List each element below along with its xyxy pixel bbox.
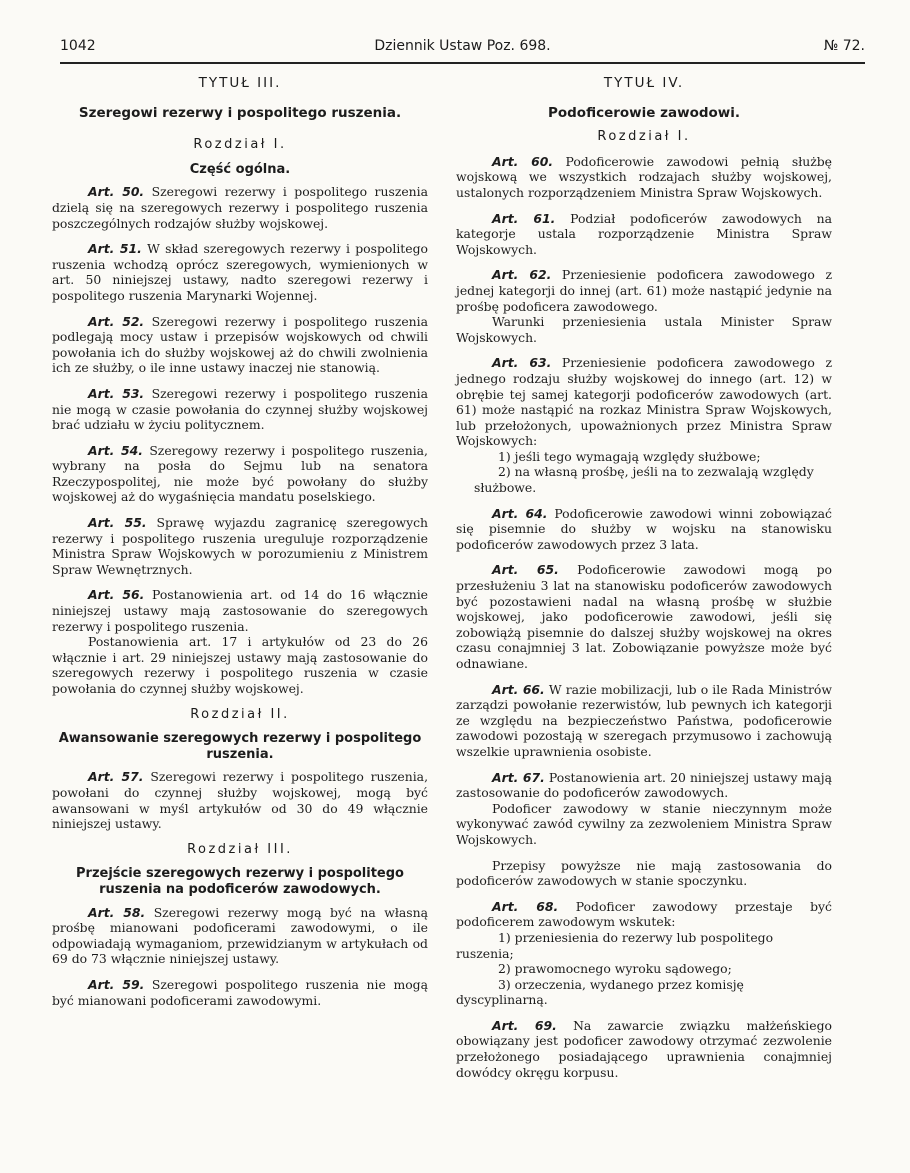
article-label: Art. 60.: [492, 153, 554, 169]
article: [456, 562, 832, 671]
chapter-title: Awansowanie szeregowych rezerwy i pospolitego ruszenia.: [58, 731, 422, 762]
article-label: Art. 61.: [492, 210, 556, 226]
article-paragraph: Przepisy powyższe nie mają zastosowania do podoficerów zawodowych w stanie spoczynku.: [456, 857, 832, 889]
title-heading: TYTUŁ III.: [198, 75, 282, 91]
left-column: [52, 76, 428, 1018]
article-label: Art. 50.: [88, 184, 145, 200]
article-label: Art. 53.: [88, 385, 145, 401]
article-text: Szeregowi rezerwy i pospolitego ruszenia, powołani do czynnej służby wojskowej, mogą być awansowani w myśl artykułów od 30 do 49 włącznie niniejszej ustawy.: [52, 769, 429, 832]
article-text: Szeregowi rezerwy mogą być na własną prośbę mianowani podoficerami zawodowymi, o ile odpowiadają wymaganiom, przewidzianym w artykułach od 69 do 73 włącznie niniejszej ustawy.: [52, 904, 428, 967]
article-label: Art. 64.: [492, 505, 548, 521]
chapter-heading: Rozdział I.: [597, 129, 691, 145]
article: [52, 587, 428, 634]
article-label: Art. 65.: [492, 562, 559, 578]
article: [52, 769, 428, 831]
article-text: Sprawę wyjazdu zagranicę szeregowych rezerwy i pospolitego ruszenia ureguluje rozporządzenie Ministra Spraw Wojskowych w porozumieniu z Ministrem Spraw Wewnętrznych.: [52, 515, 428, 577]
article-text: W skład szeregowych rezerwy i pospolitego ruszenia wchodzą oprócz szeregowych, wymienionych w art. 50 niniejszej ustawy, nadto szeregowi rezerwy i pospolitego ruszenia Marynarki Wojennej.: [52, 241, 428, 303]
article-label: Art. 68.: [492, 898, 559, 914]
article-text: W razie mobilizacji, lub o ile Rada Ministrów zarządzi powołanie rezerwistów, lub pewnych ich kategorji ze względu na bezpieczeństwo Państwa, podoficerowie zawodowi pozostają w szeregach przymusowo i zachowują wszelkie uprawnienia osobiste.: [456, 681, 832, 759]
journal-title: Dziennik Ustaw Poz. 698.: [374, 38, 551, 54]
right-column: [456, 76, 832, 1090]
article-text: Szeregowy rezerwy i pospolitego ruszenia, wybrany na posła do Sejmu lub na senatora Rzeczypospolitej, nie może być powołany do służby wojskowej aż do wygaśnięcia mandatu poselskiego.: [52, 442, 428, 505]
article-text: Postanowienia art. od 14 do 16 włącznie niniejszej ustawy mają zastosowanie do szeregowych rezerwy i pospolitego ruszenia.: [52, 587, 428, 634]
article-label: Art. 54.: [88, 442, 143, 458]
list-item: 3) orzeczenia, wydanego przez komisję dyscyplinarną.: [456, 976, 744, 1008]
article: [456, 899, 832, 930]
article-text: Podział podoficerów zawodowych na kategorje ustala rozporządzenie Ministra Spraw Wojskowych.: [456, 210, 832, 257]
article-label: Art. 66.: [492, 681, 545, 697]
list-item: 2) prawomocnego wyroku sądowego;: [498, 961, 732, 977]
article: [52, 184, 428, 231]
article-label: Art. 55.: [88, 515, 147, 531]
article-text: Szeregowi rezerwy i pospolitego ruszenia podlegają mocy ustaw i przepisów wojskowych od chwili powołania ich do służby wojskowej aż do chwili zwolnienia ich ze służby, o ile inne ustawy inaczej nie stanowią.: [52, 313, 429, 376]
article: [52, 241, 428, 303]
article-text: Postanowienia art. 20 niniejszej ustawy mają zastosowanie do podoficerów zawodowych.: [456, 769, 832, 801]
article-paragraph: Postanowienia art. 17 i artykułów od 23 do 26 włącznie i art. 29 niniejszej ustawy mają zastosowanie do szeregowych rezerwy i pospolitego ruszenia w czasie powołania do czynnej służby wojskowej.: [52, 634, 428, 696]
article-label: Art. 63.: [492, 355, 552, 371]
article: [52, 443, 428, 505]
article-label: Art. 51.: [88, 241, 142, 257]
article: [456, 154, 832, 201]
article: [456, 267, 832, 314]
chapter-heading: Rozdział I.: [193, 137, 287, 153]
title-name: Podoficerowie zawodowi.: [547, 104, 741, 121]
chapter-title: Część ogólna.: [189, 161, 291, 177]
article: [52, 515, 428, 577]
article: [456, 506, 832, 553]
article-text: Podoficerowie zawodowi mogą po przesłużeniu 3 lat na stanowisku podoficerów zawodowych być pozostawieni nadal na własną prośbę w służbie wojskowej, jako podoficerowie zawodowi, jeśli się zobowiążą pisemnie do dalszej służby wojskowej na okres czasu conajmniej 3 lat. Zobowiązanie powyższe może być odnawiane.: [456, 562, 833, 671]
article: [456, 770, 832, 801]
article: [456, 355, 832, 449]
article: [456, 1018, 832, 1080]
article-text: Szeregowi rezerwy i pospolitego ruszenia dzielą się na szeregowych rezerwy i pospolitego ruszenia poszczególnych rodzajów służby wojskowej.: [52, 184, 429, 231]
list-item: 2) na własną prośbę, jeśli na to zezwalają względy służbowe.: [474, 464, 814, 496]
article: [456, 211, 832, 258]
article-label: Art. 69.: [492, 1017, 557, 1033]
article: [456, 682, 832, 760]
article: [52, 386, 428, 433]
article-label: Art. 56.: [88, 587, 145, 603]
article-paragraph: Warunki przeniesienia ustala Minister Spraw Wojskowych.: [456, 314, 832, 345]
article: [52, 977, 428, 1008]
header-rule: [60, 62, 865, 64]
article-text: Podoficerowie zawodowi pełnią służbę wojskową we wszystkich rodzajach służby wojskowej, ustalonych rozporządzeniem Ministra Spraw Wojskowych.: [456, 153, 832, 200]
article-text: Szeregowi rezerwy i pospolitego ruszenia nie mogą w czasie powołania do czynnej służby wojskowej brać udziału w życiu politycznem.: [52, 385, 429, 433]
article-label: Art. 62.: [492, 267, 552, 283]
article-text: Szeregowi pospolitego ruszenia nie mogą być mianowani podoficerami zawodowymi.: [52, 976, 428, 1008]
list-item: 1) przeniesienia do rezerwy lub pospolitego ruszenia;: [456, 929, 774, 961]
article-text: Przeniesienie podoficera zawodowego z jednej kategorji do innej (art. 61) może nastąpić jedynie na prośbę podoficera zawodowego.: [456, 267, 832, 314]
article-text: Podoficerowie zawodowi winni zobowiązać się pisemnie do służby w wojsku na stanowisku podoficerów zawodowych przez 3 lata.: [456, 505, 832, 552]
issue-number: № 72.: [823, 38, 865, 54]
page-header: [60, 38, 865, 62]
title-name: Szeregowi rezerwy i pospolitego ruszenia.: [78, 104, 402, 121]
article: [52, 905, 428, 967]
article: [52, 314, 428, 376]
chapter-heading: Rozdział II.: [190, 706, 290, 722]
article-label: Art. 58.: [88, 904, 146, 920]
article-text: Na zawarcie związku małżeńskiego obowiązany jest podoficer zawodowy otrzymać zezwolenie przełożonego posiadającego uprawnienia conajmniej dowódcy okręgu korpusu.: [456, 1017, 832, 1080]
article-paragraph: Podoficer zawodowy w stanie nieczynnym może wykonywać zawód cywilny za zezwoleniem Ministra Spraw Wojskowych.: [456, 800, 832, 847]
article-label: Art. 57.: [88, 769, 144, 785]
article-label: Art. 52.: [88, 313, 145, 329]
title-heading: TYTUŁ IV.: [603, 75, 685, 91]
page-number: 1042: [60, 38, 96, 54]
chapter-title: Przejście szeregowych rezerwy i pospolitego ruszenia na podoficerów zawodowych.: [76, 866, 404, 897]
article-text: Podoficer zawodowy przestaje być podoficerem zawodowym wskutek:: [456, 898, 832, 930]
article-label: Art. 67.: [492, 769, 545, 785]
list-item: 1) jeśli tego wymagają względy służbowe;: [498, 448, 761, 464]
article-label: Art. 59.: [88, 976, 145, 992]
article-text: Przeniesienie podoficera zawodowego z jednego rodzaju służby wojskowej do innego (art. 12) w obrębie tej samej kategorji podoficerów zawodowych (art. 61) może nastąpić na rozkaz Ministra Spraw Wojskowych, lub przełożonych, upoważnionych przez Ministra Spraw Wojskowych:: [456, 355, 832, 449]
chapter-heading: Rozdział III.: [187, 841, 293, 857]
